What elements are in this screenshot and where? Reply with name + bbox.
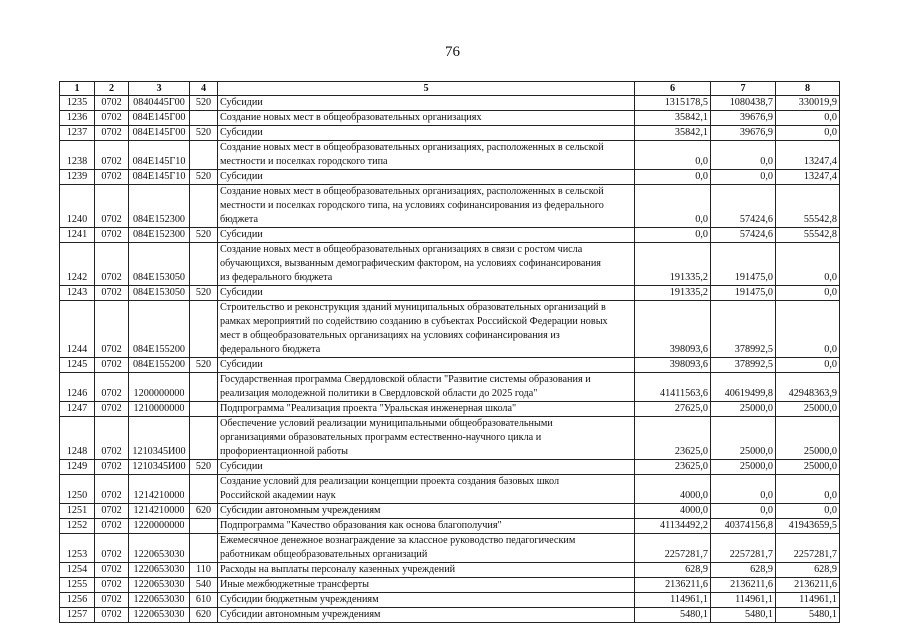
expense-type-code: 520: [190, 170, 218, 185]
amount-year-1: 114961,1: [635, 593, 711, 608]
amount-year-1: 41134492,2: [635, 519, 711, 534]
target-article-code: 084Е152300: [129, 185, 190, 228]
table-row: [60, 563, 840, 578]
amount-year-2: 25000,0: [711, 460, 776, 475]
amount-year-2: 114961,1: [711, 593, 776, 608]
column-header: 3: [129, 82, 190, 96]
header-row: [60, 82, 840, 96]
row-number: 1251: [60, 504, 95, 519]
table-row: [60, 534, 840, 563]
amount-year-3: 0,0: [776, 301, 840, 358]
item-name-line: Субсидии: [220, 97, 263, 108]
item-name-line: Обеспечение условий реализации муниципальными общеобразовательными: [220, 418, 553, 429]
row-number: 1241: [60, 228, 95, 243]
table-row: [60, 228, 840, 243]
amount-year-2: 40619499,8: [711, 373, 776, 402]
item-name: [218, 301, 635, 358]
row-number: 1240: [60, 185, 95, 228]
amount-year-2: 378992,5: [711, 358, 776, 373]
amount-year-3: 628,9: [776, 563, 840, 578]
amount-year-3: 25000,0: [776, 460, 840, 475]
expense-type-code: 620: [190, 504, 218, 519]
amount-year-2: 40374156,8: [711, 519, 776, 534]
expense-type-code: [190, 417, 218, 460]
table-row: [60, 373, 840, 402]
amount-year-3: 25000,0: [776, 402, 840, 417]
item-name-line: Создание новых мест в общеобразовательных организациях, расположенных в сельской: [220, 186, 604, 197]
row-number: 1246: [60, 373, 95, 402]
expense-type-code: 540: [190, 578, 218, 593]
section-code: 0702: [95, 417, 129, 460]
amount-year-1: 2257281,7: [635, 534, 711, 563]
section-code: 0702: [95, 504, 129, 519]
amount-year-1: 398093,6: [635, 301, 711, 358]
amount-year-3: 0,0: [776, 243, 840, 286]
section-code: 0702: [95, 608, 129, 623]
table-row: [60, 504, 840, 519]
amount-year-1: 23625,0: [635, 460, 711, 475]
expense-type-code: 520: [190, 460, 218, 475]
table-row: [60, 578, 840, 593]
section-code: 0702: [95, 96, 129, 111]
item-name-line: реализация молодежной политики в Свердловской области до 2025 года": [220, 388, 538, 399]
column-header: 4: [190, 82, 218, 96]
expense-type-code: [190, 519, 218, 534]
item-name-line: Российской академии наук: [220, 490, 336, 501]
section-code: 0702: [95, 373, 129, 402]
amount-year-3: 55542,8: [776, 228, 840, 243]
row-number: 1238: [60, 141, 95, 170]
amount-year-1: 41411563,6: [635, 373, 711, 402]
row-number: 1256: [60, 593, 95, 608]
item-name-line: профориентационной работы: [220, 446, 349, 457]
amount-year-2: 191475,0: [711, 243, 776, 286]
item-name-line: обучающихся, вызванным демографическим фактором, на условиях софинансирования: [220, 258, 601, 269]
amount-year-2: 191475,0: [711, 286, 776, 301]
amount-year-3: 55542,8: [776, 185, 840, 228]
row-number: 1253: [60, 534, 95, 563]
item-name-line: Иные межбюджетные трансферты: [220, 579, 369, 590]
amount-year-2: 57424,6: [711, 185, 776, 228]
amount-year-1: 191335,2: [635, 286, 711, 301]
item-name-line: Субсидии: [220, 171, 263, 182]
budget-table: [59, 81, 840, 623]
amount-year-1: 0,0: [635, 185, 711, 228]
expense-type-code: [190, 185, 218, 228]
table-row: [60, 593, 840, 608]
expense-type-code: [190, 373, 218, 402]
item-name-line: Субсидии автономным учреждениям: [220, 609, 381, 620]
amount-year-2: 2136211,6: [711, 578, 776, 593]
amount-year-1: 5480,1: [635, 608, 711, 623]
amount-year-3: 42948363,9: [776, 373, 840, 402]
section-code: 0702: [95, 126, 129, 141]
amount-year-1: 35842,1: [635, 126, 711, 141]
amount-year-2: 5480,1: [711, 608, 776, 623]
row-number: 1255: [60, 578, 95, 593]
amount-year-1: 398093,6: [635, 358, 711, 373]
amount-year-2: 2257281,7: [711, 534, 776, 563]
amount-year-1: 628,9: [635, 563, 711, 578]
amount-year-1: 191335,2: [635, 243, 711, 286]
target-article-code: 1210000000: [129, 402, 190, 417]
section-code: 0702: [95, 228, 129, 243]
amount-year-3: 5480,1: [776, 608, 840, 623]
item-name-line: Субсидии: [220, 359, 263, 370]
amount-year-3: 330019,9: [776, 96, 840, 111]
amount-year-1: 4000,0: [635, 475, 711, 504]
item-name-line: Строительство и реконструкция зданий муниципальных образовательных организаций в: [220, 302, 606, 313]
row-number: 1250: [60, 475, 95, 504]
target-article-code: 1220653030: [129, 534, 190, 563]
target-article-code: 1210345И00: [129, 460, 190, 475]
expense-type-code: 520: [190, 96, 218, 111]
amount-year-3: 0,0: [776, 475, 840, 504]
amount-year-2: 628,9: [711, 563, 776, 578]
column-header: 6: [635, 82, 711, 96]
item-name: [218, 185, 635, 228]
row-number: 1236: [60, 111, 95, 126]
row-number: 1249: [60, 460, 95, 475]
section-code: 0702: [95, 170, 129, 185]
item-name-line: местности и поселках городского типа: [220, 156, 388, 167]
table-row: [60, 185, 840, 228]
amount-year-3: 2257281,7: [776, 534, 840, 563]
target-article-code: 084Е155200: [129, 301, 190, 358]
target-article-code: 1220000000: [129, 519, 190, 534]
column-header: 1: [60, 82, 95, 96]
row-number: 1257: [60, 608, 95, 623]
column-header: 7: [711, 82, 776, 96]
column-header: 2: [95, 82, 129, 96]
amount-year-3: 0,0: [776, 358, 840, 373]
row-number: 1248: [60, 417, 95, 460]
amount-year-3: 25000,0: [776, 417, 840, 460]
item-name-line: Субсидии: [220, 127, 263, 138]
item-name: [218, 358, 635, 373]
item-name-line: Создание новых мест в общеобразовательных организациях: [220, 112, 482, 123]
item-name-line: Расходы на выплаты персоналу казенных учреждений: [220, 564, 456, 575]
expense-type-code: [190, 141, 218, 170]
amount-year-1: 2136211,6: [635, 578, 711, 593]
item-name: [218, 126, 635, 141]
amount-year-2: 378992,5: [711, 301, 776, 358]
table-row: [60, 111, 840, 126]
target-article-code: 084Е145Г10: [129, 141, 190, 170]
amount-year-3: 41943659,5: [776, 519, 840, 534]
amount-year-2: 0,0: [711, 475, 776, 504]
row-number: 1247: [60, 402, 95, 417]
amount-year-3: 0,0: [776, 286, 840, 301]
amount-year-1: 0,0: [635, 170, 711, 185]
amount-year-3: 2136211,6: [776, 578, 840, 593]
row-number: 1239: [60, 170, 95, 185]
amount-year-3: 0,0: [776, 504, 840, 519]
row-number: 1237: [60, 126, 95, 141]
item-name: [218, 96, 635, 111]
expense-type-code: [190, 534, 218, 563]
section-code: 0702: [95, 301, 129, 358]
section-code: 0702: [95, 519, 129, 534]
item-name-line: Субсидии бюджетным учреждениям: [220, 594, 379, 605]
table-row: [60, 608, 840, 623]
target-article-code: 1210345И00: [129, 417, 190, 460]
target-article-code: 084Е155200: [129, 358, 190, 373]
amount-year-3: 0,0: [776, 111, 840, 126]
table-row: [60, 402, 840, 417]
target-article-code: 0840445Г00: [129, 96, 190, 111]
item-name: [218, 417, 635, 460]
item-name-line: Субсидии: [220, 287, 263, 298]
table-row: [60, 243, 840, 286]
item-name-line: Государственная программа Свердловской области "Развитие системы образования и: [220, 374, 591, 385]
item-name: [218, 111, 635, 126]
target-article-code: 1220653030: [129, 563, 190, 578]
amount-year-3: 0,0: [776, 126, 840, 141]
target-article-code: 084Е152300: [129, 228, 190, 243]
amount-year-2: 25000,0: [711, 417, 776, 460]
item-name: [218, 578, 635, 593]
table-row: [60, 475, 840, 504]
target-article-code: 084Е153050: [129, 286, 190, 301]
table-row: [60, 417, 840, 460]
expense-type-code: 520: [190, 358, 218, 373]
amount-year-2: 0,0: [711, 504, 776, 519]
table-row: [60, 286, 840, 301]
item-name: [218, 141, 635, 170]
expense-type-code: 610: [190, 593, 218, 608]
expense-type-code: 520: [190, 228, 218, 243]
item-name: [218, 519, 635, 534]
amount-year-2: 39676,9: [711, 111, 776, 126]
amount-year-1: 4000,0: [635, 504, 711, 519]
target-article-code: 1220653030: [129, 608, 190, 623]
row-number: 1254: [60, 563, 95, 578]
item-name: [218, 563, 635, 578]
expense-type-code: [190, 243, 218, 286]
item-name-line: бюджета: [220, 214, 258, 225]
amount-year-1: 1315178,5: [635, 96, 711, 111]
row-number: 1245: [60, 358, 95, 373]
row-number: 1252: [60, 519, 95, 534]
item-name: [218, 460, 635, 475]
item-name: [218, 593, 635, 608]
target-article-code: 084Е145Г10: [129, 170, 190, 185]
item-name-line: Ежемесячное денежное вознаграждение за классное руководство педагогическим: [220, 535, 576, 546]
table-row: [60, 126, 840, 141]
item-name: [218, 243, 635, 286]
table-row: [60, 519, 840, 534]
amount-year-1: 0,0: [635, 228, 711, 243]
section-code: 0702: [95, 141, 129, 170]
item-name: [218, 228, 635, 243]
item-name-line: Субсидии автономным учреждениям: [220, 505, 381, 516]
amount-year-3: 13247,4: [776, 141, 840, 170]
expense-type-code: 520: [190, 286, 218, 301]
amount-year-1: 35842,1: [635, 111, 711, 126]
section-code: 0702: [95, 460, 129, 475]
row-number: 1243: [60, 286, 95, 301]
item-name-line: Подпрограмма "Реализация проекта "Уральская инженерная школа": [220, 403, 517, 414]
section-code: 0702: [95, 534, 129, 563]
item-name: [218, 608, 635, 623]
target-article-code: 1214210000: [129, 504, 190, 519]
item-name-line: Создание условий для реализации концепции проекта создания базовых школ: [220, 476, 560, 487]
section-code: 0702: [95, 111, 129, 126]
target-article-code: 084Е153050: [129, 243, 190, 286]
item-name-line: федерального бюджета: [220, 344, 321, 355]
item-name-line: Создание новых мест в общеобразовательных организациях в связи с ростом числа: [220, 244, 583, 255]
table-row: [60, 460, 840, 475]
item-name-line: Подпрограмма "Качество образования как основа благополучия": [220, 520, 502, 531]
item-name-line: мест в общеобразовательных организациях на условиях софинансирования из: [220, 330, 560, 341]
expense-type-code: 110: [190, 563, 218, 578]
item-name-line: Создание новых мест в общеобразовательных организациях, расположенных в сельской: [220, 142, 604, 153]
amount-year-2: 39676,9: [711, 126, 776, 141]
target-article-code: 084Е145Г00: [129, 126, 190, 141]
expense-type-code: 520: [190, 126, 218, 141]
item-name: [218, 286, 635, 301]
expense-type-code: [190, 301, 218, 358]
amount-year-2: 1080438,7: [711, 96, 776, 111]
column-header: 5: [218, 82, 635, 96]
expense-type-code: 620: [190, 608, 218, 623]
table-row: [60, 96, 840, 111]
section-code: 0702: [95, 578, 129, 593]
amount-year-2: 57424,6: [711, 228, 776, 243]
amount-year-2: 0,0: [711, 170, 776, 185]
target-article-code: 1214210000: [129, 475, 190, 504]
table-body: [60, 96, 840, 623]
item-name-line: местности и поселках городского типа, на условиях софинансирования из федерального: [220, 200, 604, 211]
expense-type-code: [190, 111, 218, 126]
row-number: 1244: [60, 301, 95, 358]
column-header: 8: [776, 82, 840, 96]
amount-year-3: 114961,1: [776, 593, 840, 608]
item-name-line: организациями образовательных программ естественно-научного цикла и: [220, 432, 542, 443]
item-name-line: из федерального бюджета: [220, 272, 333, 283]
item-name: [218, 402, 635, 417]
item-name-line: рамках мероприятий по содействию созданию в субъектах Российской Федерации новых: [220, 316, 608, 327]
amount-year-3: 13247,4: [776, 170, 840, 185]
table-row: [60, 170, 840, 185]
item-name-line: Субсидии: [220, 461, 263, 472]
page-number: 76: [445, 44, 460, 60]
section-code: 0702: [95, 475, 129, 504]
section-code: 0702: [95, 286, 129, 301]
item-name-line: Субсидии: [220, 229, 263, 240]
row-number: 1242: [60, 243, 95, 286]
amount-year-1: 0,0: [635, 141, 711, 170]
expense-type-code: [190, 402, 218, 417]
section-code: 0702: [95, 185, 129, 228]
table-row: [60, 141, 840, 170]
section-code: 0702: [95, 593, 129, 608]
table-row: [60, 301, 840, 358]
section-code: 0702: [95, 358, 129, 373]
target-article-code: 084Е145Г00: [129, 111, 190, 126]
expense-type-code: [190, 475, 218, 504]
item-name: [218, 534, 635, 563]
amount-year-1: 27625,0: [635, 402, 711, 417]
row-number: 1235: [60, 96, 95, 111]
item-name: [218, 475, 635, 504]
section-code: 0702: [95, 243, 129, 286]
section-code: 0702: [95, 563, 129, 578]
amount-year-2: 25000,0: [711, 402, 776, 417]
amount-year-2: 0,0: [711, 141, 776, 170]
target-article-code: 1220653030: [129, 578, 190, 593]
target-article-code: 1200000000: [129, 373, 190, 402]
item-name-line: работникам общеобразовательных организаций: [220, 549, 428, 560]
target-article-code: 1220653030: [129, 593, 190, 608]
amount-year-1: 23625,0: [635, 417, 711, 460]
table-row: [60, 358, 840, 373]
item-name: [218, 504, 635, 519]
item-name: [218, 373, 635, 402]
item-name: [218, 170, 635, 185]
section-code: 0702: [95, 402, 129, 417]
